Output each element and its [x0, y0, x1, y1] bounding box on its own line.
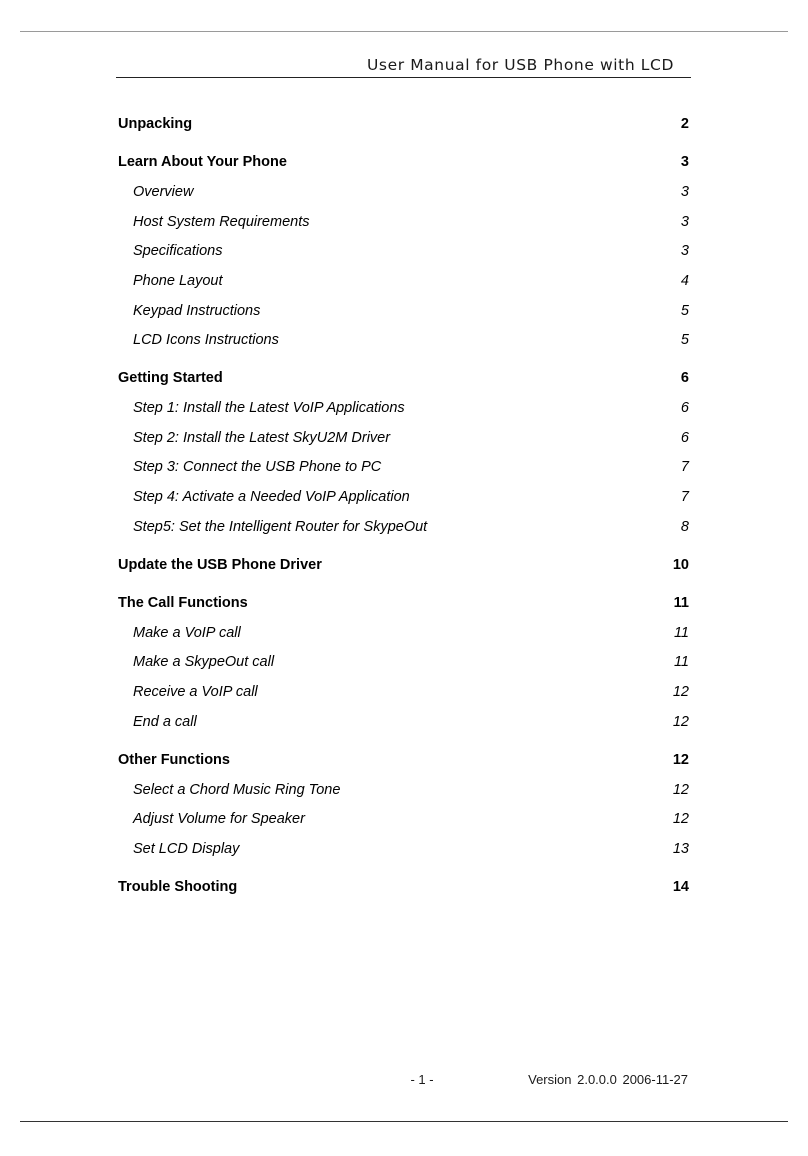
toc-entry-make-voip-call: [118, 622, 690, 644]
toc-entry-step-2: [118, 427, 690, 449]
toc-entry-step-5: [118, 516, 690, 538]
toc-entry-title: Unpacking: [118, 116, 193, 132]
toc-entry-title: Phone Layout: [133, 273, 223, 289]
toc-entry-update-driver: [118, 554, 690, 576]
toc-entry-end-a-call: [118, 711, 690, 733]
toc-entry-page: 4: [680, 273, 689, 289]
toc-entry-learn-about-your-phone: [118, 151, 690, 173]
toc-entry-title: Trouble Shooting: [118, 879, 238, 895]
toc-entry-page: 11: [673, 654, 689, 670]
toc-entry-page: 11: [673, 595, 689, 611]
toc-entry-page: 5: [680, 303, 689, 319]
toc-entry-specifications: [118, 240, 690, 262]
toc-entry-page: 5: [680, 332, 689, 348]
toc-entry-page: 3: [680, 214, 689, 230]
toc-entry-page: 6: [680, 370, 689, 386]
toc-entry-page: 3: [680, 243, 689, 259]
toc-entry-other-functions: [118, 749, 690, 771]
page-top-rule: [20, 31, 788, 32]
header-underline: [116, 77, 691, 78]
toc-entry-page: 12: [672, 752, 689, 768]
toc-entry-title: Step5: Set the Intelligent Router for SkypeOut: [133, 519, 428, 535]
toc-entry-title: Step 4: Activate a Needed VoIP Application: [133, 489, 410, 505]
toc-entry-title: LCD Icons Instructions: [133, 332, 279, 348]
toc-entry-select-ring-tone: [118, 779, 690, 801]
toc-entry-step-3: [118, 456, 690, 478]
toc-entry-title: Overview: [133, 184, 194, 200]
toc-entry-page: 8: [680, 519, 689, 535]
toc-entry-title: Step 3: Connect the USB Phone to PC: [133, 459, 382, 475]
toc-entry-title: Receive a VoIP call: [133, 684, 258, 700]
toc-entry-host-system-requirements: [118, 211, 690, 233]
toc-entry-step-1: [118, 397, 690, 419]
footer-page-number: - 1 -: [410, 1072, 434, 1087]
toc-entry-title: Keypad Instructions: [133, 303, 261, 319]
toc-entry-phone-layout: [118, 270, 690, 292]
toc-entry-page: 7: [680, 489, 689, 505]
toc-entry-page: 13: [672, 841, 689, 857]
toc-entry-title: Other Functions: [118, 752, 230, 768]
toc-entry-title: The Call Functions: [118, 595, 248, 611]
toc-entry-receive-voip-call: [118, 681, 690, 703]
toc-entry-page: 12: [672, 714, 689, 730]
toc-entry-title: Make a VoIP call: [133, 625, 241, 641]
toc-entry-title: Adjust Volume for Speaker: [133, 811, 305, 827]
toc-entry-page: 12: [672, 684, 689, 700]
toc-entry-lcd-icons-instructions: [118, 329, 690, 351]
toc-entry-title: Getting Started: [118, 370, 223, 386]
toc-entry-page: 2: [680, 116, 689, 132]
toc-entry-page: 7: [680, 459, 689, 475]
toc-entry-page: 3: [680, 184, 689, 200]
toc-entry-trouble-shooting: [118, 876, 690, 898]
toc-entry-title: End a call: [133, 714, 197, 730]
toc-entry-page: 10: [672, 557, 689, 573]
toc-entry-title: Learn About Your Phone: [118, 154, 287, 170]
toc-entry-overview: [118, 181, 690, 203]
toc-entry-page: 12: [672, 782, 689, 798]
toc-entry-adjust-volume: [118, 808, 690, 830]
toc-entry-call-functions: [118, 592, 690, 614]
document-header-title: User Manual for USB Phone with LCD: [366, 56, 674, 74]
toc-entry-title: Host System Requirements: [133, 214, 310, 230]
toc-entry-page: 12: [672, 811, 689, 827]
toc-entry-keypad-instructions: [118, 300, 690, 322]
toc-entry-title: Step 2: Install the Latest SkyU2M Driver: [133, 430, 391, 446]
toc-entry-title: Update the USB Phone Driver: [118, 557, 322, 573]
footer-version: Version 2.0.0.0 2006-11-27: [528, 1072, 688, 1087]
toc-entry-page: 14: [672, 879, 689, 895]
toc-entry-title: Make a SkypeOut call: [133, 654, 275, 670]
toc-entry-title: Step 1: Install the Latest VoIP Applications: [133, 400, 405, 416]
toc-entry-page: 3: [680, 154, 689, 170]
toc-entry-set-lcd-display: [118, 838, 690, 860]
toc-entry-getting-started: [118, 367, 690, 389]
toc-entry-step-4: [118, 486, 690, 508]
toc-entry-title: Select a Chord Music Ring Tone: [133, 782, 341, 798]
toc-entry-make-skypeout-call: [118, 651, 690, 673]
page-bottom-rule: [20, 1121, 788, 1122]
toc-entry-title: Set LCD Display: [133, 841, 240, 857]
toc-entry-page: 11: [673, 625, 689, 641]
toc-entry-title: Specifications: [133, 243, 223, 259]
toc-entry-unpacking: [118, 113, 690, 135]
toc-entry-page: 6: [680, 430, 689, 446]
toc-entry-page: 6: [680, 400, 689, 416]
